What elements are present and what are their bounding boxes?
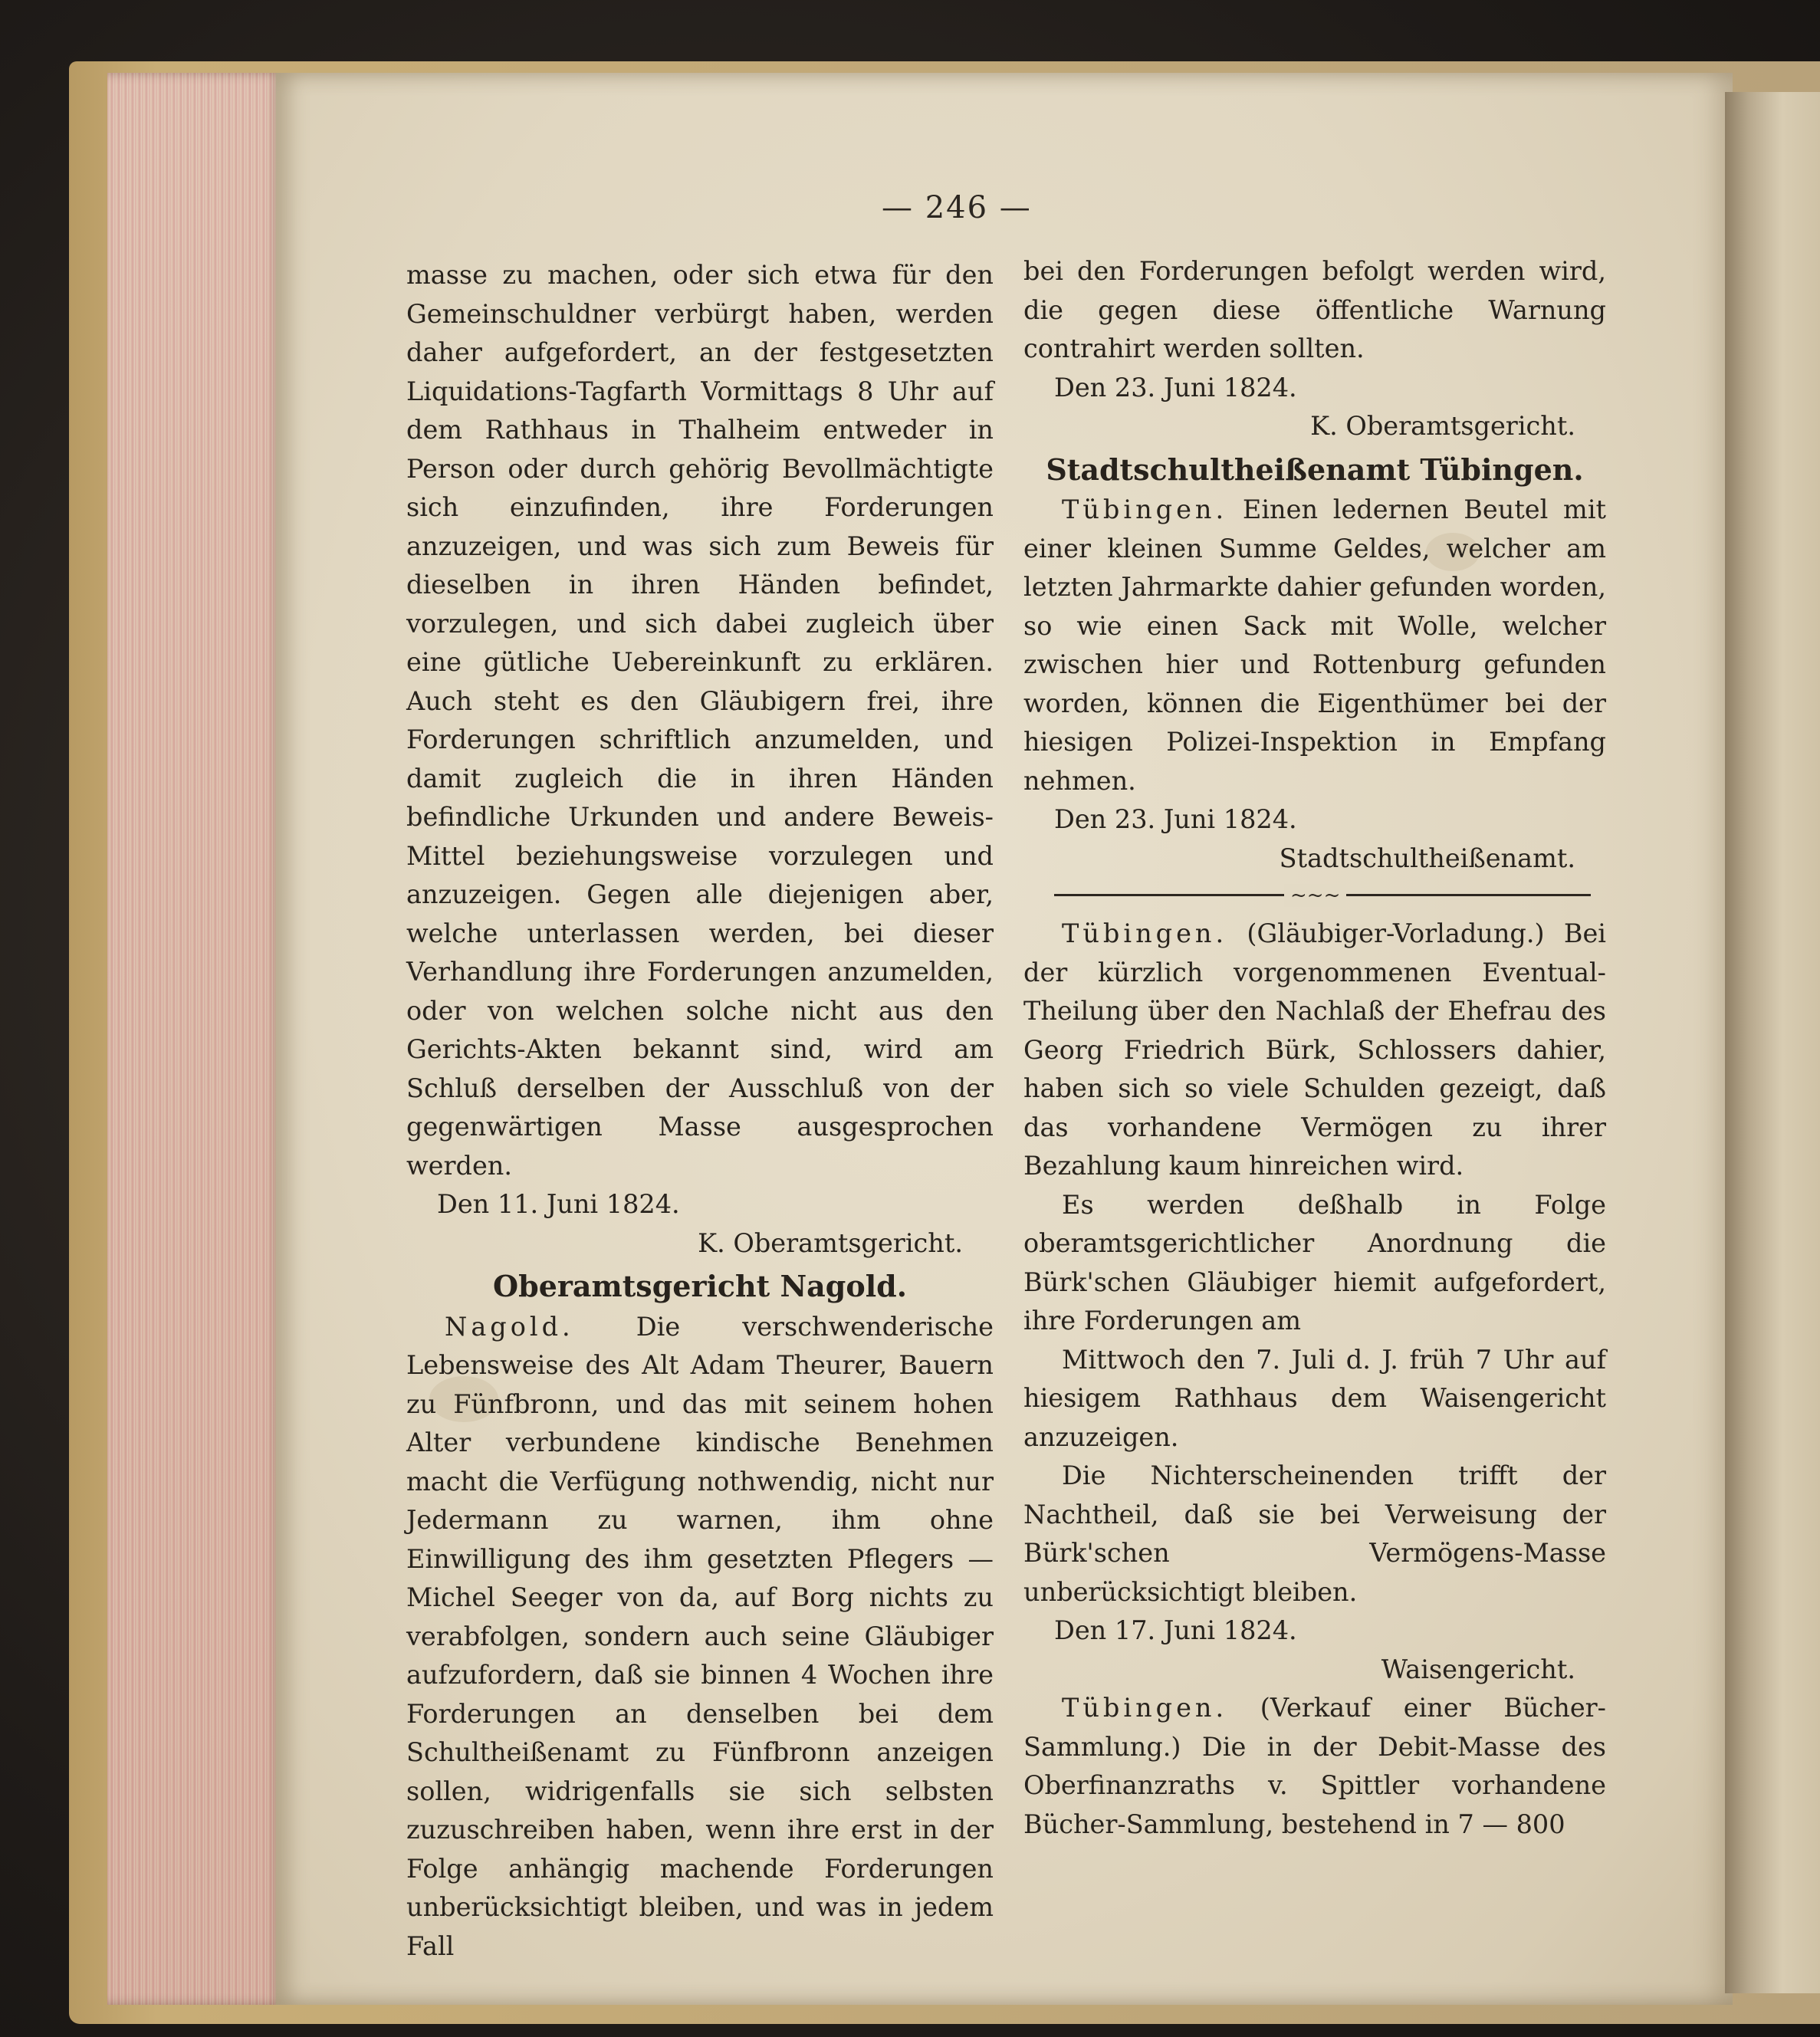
paragraph	[1023, 1689, 1606, 1844]
date-line: Den 23. Juni 1824.	[1054, 372, 1297, 402]
signature: Waisengericht.	[1381, 1654, 1575, 1684]
date-line: Den 23. Juni 1824.	[1054, 804, 1297, 834]
paragraph	[406, 1308, 994, 1966]
divider-ornament: ~~~	[1284, 884, 1346, 907]
signature: Stadtschultheißenamt.	[1279, 843, 1575, 873]
section-heading: Oberamtsgericht Nagold.	[493, 1269, 907, 1303]
paragraph: bei den Forderungen befolgt werden wird, die gegen diese öffentliche Warnung contrahirt werden sollten.	[1023, 256, 1606, 363]
paragraph: Es werden deßhalb in Folge oberamtsgerichtlicher Anordnung die Bürk'schen Gläubiger hiemit aufgefordert, ihre Forderungen am	[1023, 1189, 1606, 1336]
date-line: Den 11. Juni 1824.	[437, 1189, 680, 1219]
page-number: — 246 —	[882, 190, 1032, 225]
place-name: Tübingen.	[1062, 494, 1228, 524]
paragraph-text: (Verkauf einer Bücher-Sammlung.) Die in der Debit-Masse des Oberfinanzraths v. Spittler vorhandene Bücher-Sammlung, bestehend in 7 — 800	[1023, 1693, 1606, 1839]
paragraph-text: (Gläubiger-Vorladung.) Bei der kürzlich vorgenommenen Eventual-Theilung über den Nachlaß der Ehefrau des Georg Friedrich Bürk, Schlossers dahier, haben sich so viele Schulden gezeigt, daß das vorhandene Vermögen zu ihrer Bezahlung kaum hinreichen wird.	[1023, 918, 1606, 1181]
page-edges	[107, 73, 284, 2005]
paragraph: Mittwoch den 7. Juli d. J. früh 7 Uhr auf hiesigem Rathhaus dem Waisengericht anzuzeigen.	[1023, 1344, 1606, 1452]
left-column	[406, 256, 994, 1966]
section-heading: Stadtschultheißenamt Tübingen.	[1046, 452, 1584, 487]
date-line: Den 17. Juni 1824.	[1054, 1615, 1297, 1645]
paragraph: Die Nichterscheinenden trifft der Nachtheil, daß sie bei Verweisung der Bürk'schen Vermögens-Masse unberücksichtigt bleiben.	[1023, 1460, 1606, 1607]
paragraph-text: Einen ledernen Beutel mit einer kleinen Summe Geldes, welcher am letzten Jahrmarkte dahier gefunden worden, so wie einen Sack mit Wolle, welcher zwischen hier und Rottenburg gefunden worden, können die Eigenthümer bei der hiesigen Polizei-Inspektion in Empfang nehmen.	[1023, 494, 1606, 796]
signature: K. Oberamtsgericht.	[1310, 411, 1575, 441]
place-name: Tübingen.	[1062, 1693, 1228, 1723]
paragraph	[1023, 915, 1606, 1186]
signature: K. Oberamtsgericht.	[698, 1227, 963, 1258]
paragraph	[1023, 491, 1606, 800]
place-name: Tübingen.	[1062, 918, 1228, 948]
place-name: Nagold.	[445, 1311, 574, 1342]
right-column	[1023, 252, 1606, 1844]
paragraph: masse zu machen, oder sich etwa für den Gemeinschuldner verbürgt haben, werden daher aufgefordert, an der festgesetzten Liquidations-Tagfarth Vormittags 8 Uhr auf dem Rathhaus in Thalheim entweder in Person oder durch gehörig Bevollmächtigte sich einzufinden, ihre Forderungen anzuzeigen, und was sich zum Beweis für dieselben in ihren Händen befindet, vorzulegen, und sich dabei zugleich über eine gütliche Uebereinkunft zu erklären. Auch steht es den Gläubigern frei, ihre Forderungen schriftlich anzumelden, und damit zugleich die in ihren Händen befindliche Urkunden und andere Beweis-Mittel beziehungsweise vorzulegen und anzuzeigen. Gegen alle diejenigen aber, welche unterlassen werden, bei dieser Verhandlung ihre Forderungen anzumelden, oder von welchen solche nicht aus den Gerichts-Akten bekannt sind, wird am Schluß derselben der Ausschluß von der gegenwärtigen Masse ausgesprochen werden.	[406, 260, 994, 1181]
page-gutter	[1725, 92, 1820, 1993]
paragraph-text: Die verschwenderische Lebensweise des Alt Adam Theurer, Bauern zu Fünfbronn, und das mit seinem hohen Alter verbundene kindische Benehmen macht die Verfügung nothwendig, nicht nur Jedermann zu warnen, ihm ohne Einwilligung des ihm gesetzten Pflegers — Michel Seeger von da, auf Borg nichts zu verabfolgen, sondern auch seine Gläubiger aufzufordern, daß sie binnen 4 Wochen ihre Forderungen an denselben bei dem Schultheißenamt zu Fünfbronn anzeigen sollen, widrigenfalls sie sich selbsten zuzuschreiben haben, wenn ihre erst in der Folge anhängig machende Forderungen unberücksichtigt bleiben, und was in jedem Fall	[406, 1311, 994, 1961]
section-divider	[1023, 884, 1606, 907]
